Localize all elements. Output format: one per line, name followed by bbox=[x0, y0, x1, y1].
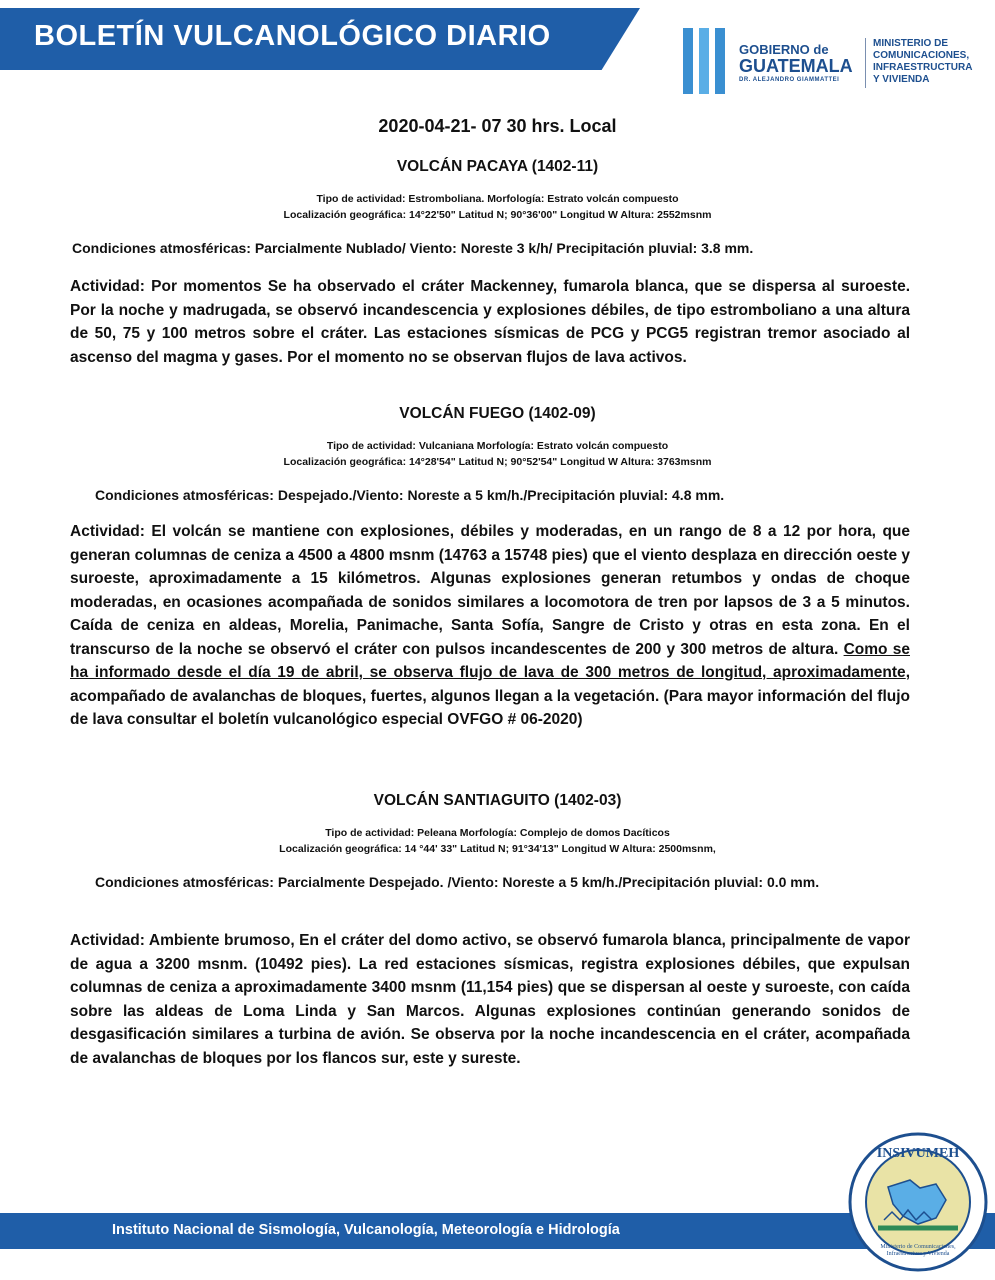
report-date: 2020-04-21- 07 30 hrs. Local bbox=[378, 116, 617, 136]
bulletin-title: BOLETÍN VULCANOLÓGICO DIARIO bbox=[34, 20, 551, 52]
flag-stripe-icon bbox=[715, 28, 725, 94]
santiaguito-title: VOLCÁN SANTIAGUITO (1402-03) bbox=[373, 792, 622, 809]
fuego-meta: Tipo de actividad: Vulcaniana Morfología: Estrato volcán compuesto Localización geográfica: 14°28'54" Latitud N; 90°52'54" Longitud W Altura: 3763msnm bbox=[283, 440, 712, 468]
pacaya-conditions: Condiciones atmosféricas: Parcialmente Nublado/ Viento: Noreste 3 k/h/ Precipitación pluvial: 3.8 mm. bbox=[72, 240, 754, 256]
flag-stripe-icon bbox=[699, 28, 709, 94]
logo-divider bbox=[865, 38, 866, 88]
santiaguito-conditions: Condiciones atmosféricas: Parcialmente Despejado. /Viento: Noreste a 5 km/h./Precipitación pluvial: 0.0 mm. bbox=[95, 874, 820, 890]
gov-president: DR. ALEJANDRO GIAMMATTEI bbox=[739, 77, 840, 83]
flag-stripe-icon bbox=[683, 28, 693, 94]
santiaguito-meta: Tipo de actividad: Peleana Morfología: Complejo de domos Dacíticos Localización geográfica: 14 °44' 33" Latitud N; 91°34'13" Longitud W Altura: 2500msnm, bbox=[279, 827, 716, 855]
lava-flow-note: Como se ha informado desde el día 19 de abril, se observa flujo de lava de 300 metros de longitud, aproximadamente bbox=[70, 640, 910, 681]
fuego-title: VOLCÁN FUEGO (1402-09) bbox=[399, 405, 596, 422]
gov-label: GOBIERNO de bbox=[739, 42, 829, 57]
seal-name: INSIVUMEH bbox=[876, 1146, 960, 1161]
pacaya-title: VOLCÁN PACAYA (1402-11) bbox=[396, 158, 599, 175]
pacaya-meta: Tipo de actividad: Estromboliana. Morfología: Estrato volcán compuesto Localización geográfica: 14°22'50" Latitud N; 90°36'00" Longitud W Altura: 2552msnm bbox=[283, 193, 712, 221]
fuego-conditions: Condiciones atmosféricas: Despejado./Viento: Noreste a 5 km/h./Precipitación pluvial: 4.8 mm. bbox=[95, 487, 725, 503]
santiaguito-activity: Actividad: Ambiente brumoso, En el cráter del domo activo, se observó fumarola blanca, principalmente de vapor de agua a 3200 msnm. (10492 pies). La red estaciones sísmicas, registra explosiones débiles, que expulsan columnas de ceniza a aproximadamente 3400 msnm (11,154 pies) que se dispersan al oeste y suroeste, con caída sobre las aldeas de Loma Linda y San Marcos. Algunas explosiones continúan generando sonidos de desgasificación similares a turbina de avión. Se observa por la noche incandescencia en el cráter, acompañada de avalanchas de bloques por los flancos sur, este y sureste. bbox=[70, 932, 910, 1067]
ministry-name: MINISTERIO DE COMUNICACIONES, INFRAESTRUCTURA Y VIVIENDA bbox=[873, 38, 973, 85]
pacaya-activity: Actividad: Por momentos Se ha observado el cráter Mackenney, fumarola blanca, que se dispersa al suroeste. Por la noche y madrugada, se observó incandescencia y explosiones débiles, de tipo estromboliano a una altura de 50, 75 y 100 metros sobre el cráter. Las estaciones sísmicas de PCG y PCG5 registran tremor asociado al ascenso del magma y gases. Por el momento no se observan flujos de lava activos. bbox=[70, 278, 910, 366]
insivumeh-seal bbox=[848, 1132, 988, 1272]
gov-country: GUATEMALA bbox=[739, 56, 853, 76]
fuego-activity: Actividad: El volcán se mantiene con explosiones, débiles y moderadas, en un rango de 8 a 12 por hora, que generan columnas de ceniza a 4500 a 4800 msnm (14763 a 15748 pies) que el viento desplaza en dirección oeste y suroeste, aproximadamente a 15 kilómetros. Algunas explosiones generan retumbos y ondas de choque moderadas, en ocasiones acompañada de sonidos similares a locomotora de tren por lapsos de 3 a 5 minutos. Caída de ceniza en aldeas, Morelia, Panimache, Santa Sofía, Sangre de Cristo y otras en esta zona. En el transcurso de la noche se observó el cráter con pulsos incandescentes de 200 y 300 metros de altura. Como se ha informado desde el día 19 de abril, se observa flujo de lava de 300 metros de longitud, aproximadamente, acompañado de avalanchas de bloques, fuertes, algunos llegan a la vegetación. (Para mayor información del flujo de lava consultar el boletín vulcanológico especial OVFGO # 06-2020) bbox=[70, 523, 910, 728]
government-logo bbox=[683, 28, 983, 98]
seal-ring-text: Ministerio de Comunicaciones, Infraestructura y Vivienda bbox=[880, 1244, 956, 1257]
institute-name: Instituto Nacional de Sismología, Vulcanología, Meteorología e Hidrología bbox=[112, 1222, 620, 1238]
